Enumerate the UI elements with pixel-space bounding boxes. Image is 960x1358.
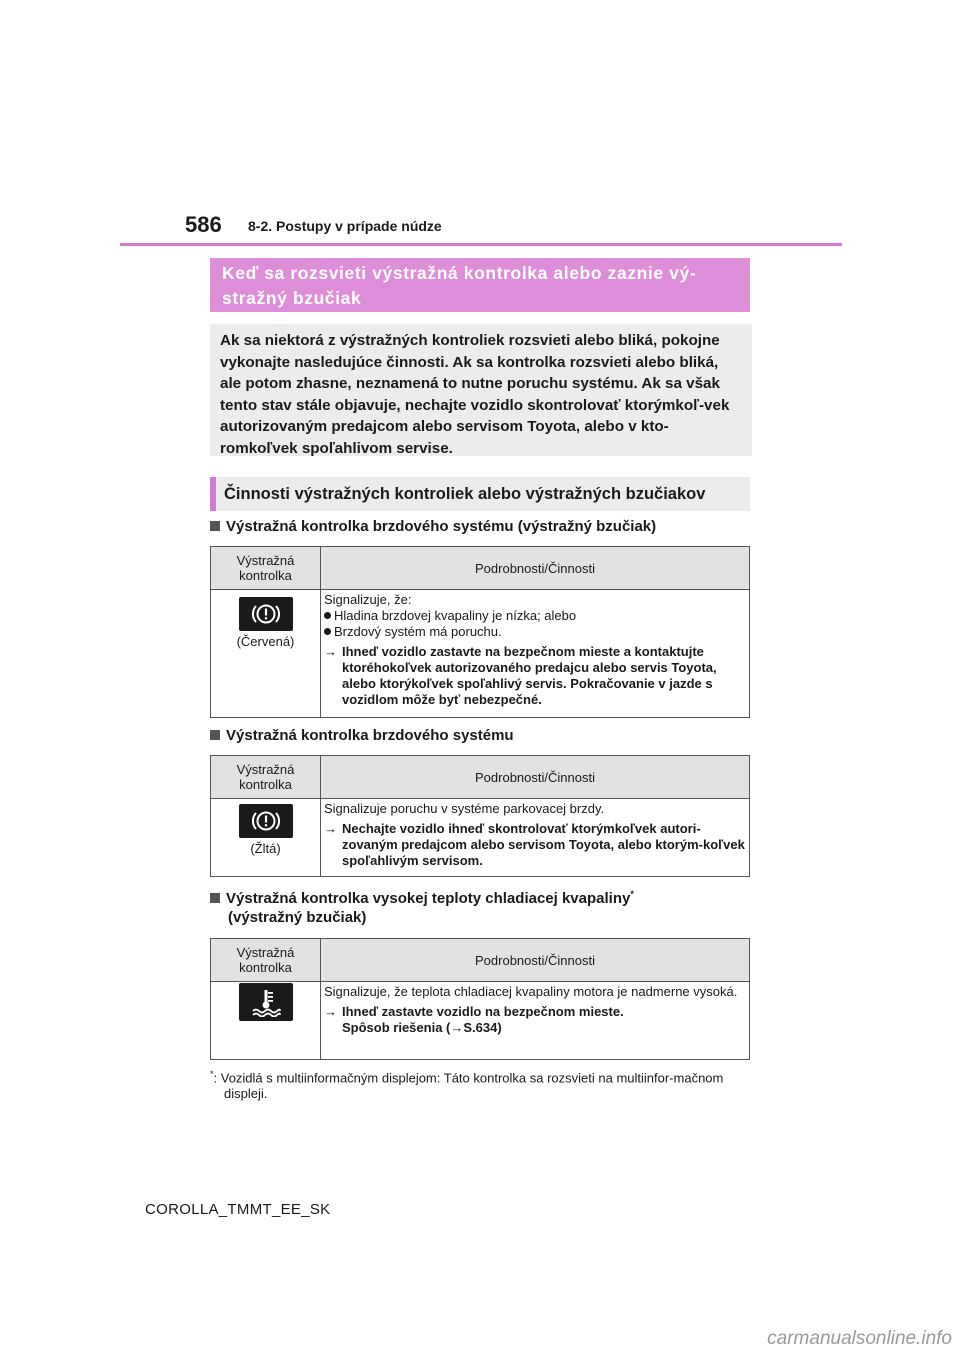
table-header-details: Podrobnosti/Činnosti (321, 756, 750, 799)
arrow-icon: → (324, 1004, 337, 1019)
header-divider (120, 243, 842, 246)
indicator-color-label: (Žltá) (250, 841, 281, 856)
arrow-icon: → (324, 644, 337, 659)
sub-heading: Činnosti výstražných kontroliek alebo výstražných bzučiakov (210, 477, 750, 511)
table-header-indicator: Výstražná kontrolka (211, 939, 321, 982)
indicator-color-label: (Červená) (236, 634, 295, 649)
watermark: carmanualsonline.info (767, 1328, 952, 1349)
detail-bullet: Brzdový systém má poruchu. (324, 624, 745, 640)
warning-table-brake-red (210, 546, 750, 718)
section-heading-brake-red: Výstražná kontrolka brzdového systému (výstražný bzučiak) (210, 514, 656, 540)
brake-warning-icon (239, 597, 293, 631)
section-reference: 8-2. Postupy v prípade núdze (248, 218, 442, 234)
section-heading-brake-yellow: Výstražná kontrolka brzdového systému (210, 723, 514, 749)
square-bullet-icon (210, 893, 220, 903)
table-header-details: Podrobnosti/Činnosti (321, 939, 750, 982)
chapter-title: Keď sa rozsvieti výstražná kontrolka alebo zaznie vý-stražný bzučiak (210, 258, 750, 312)
coolant-temperature-icon (239, 983, 293, 1021)
detail-intro: Signalizuje, že: (324, 592, 412, 607)
arrow-icon: → (324, 821, 337, 836)
table-header-indicator: Výstražná kontrolka (211, 756, 321, 799)
section-heading-coolant: Výstražná kontrolka vysokej teploty chladiacej kvapaliny* (210, 881, 634, 912)
warning-table-coolant (210, 938, 750, 1060)
detail-intro: Signalizuje, že teplota chladiacej kvapaliny motora je nadmerne vysoká. (324, 984, 738, 999)
square-bullet-icon (210, 730, 220, 740)
detail-action: → Ihneď zastavte vozidlo na bezpečnom mieste. Spôsob riešenia (→S.634) (324, 1004, 624, 1035)
detail-action: → Nechajte vozidlo ihneď skontrolovať ktorýmkoľvek autori-zovaným predajcom alebo servisom Toyota, alebo ktorým-koľvek spoľahlivým servisom. (324, 821, 745, 868)
detail-intro: Signalizuje poruchu v systéme parkovacej brzdy. (324, 801, 605, 816)
footnote: *: Vozidlá s multiinformačným displejom: Táto kontrolka sa rozsvieti na multiinfor-mačnom displeji. (210, 1069, 724, 1102)
table-header-indicator: Výstražná kontrolka (211, 547, 321, 590)
warning-table-brake-yellow (210, 755, 750, 877)
bullet-dot-icon (324, 612, 331, 619)
section-heading-coolant-line2: (výstražný bzučiak) (228, 909, 367, 926)
square-bullet-icon (210, 521, 220, 531)
intro-box: Ak sa niektorá z výstražných kontroliek rozsvieti alebo bliká, pokojne vykonajte nasledujúce činnosti. Ak sa kontrolka rozsvieti alebo bliká, ale potom zhasne, neznamená to nutne poruchu systému. Ak sa však tento stav stále objavuje, nechajte vozidlo skontrolovať ktorýmkoľ-vek autorizovaným predajcom alebo servisom Toyota, alebo v kto-romkoľvek spoľahlivom servise. (210, 324, 752, 456)
arrow-icon: → (450, 1020, 464, 1035)
bullet-dot-icon (324, 628, 331, 635)
table-header-details: Podrobnosti/Činnosti (321, 547, 750, 590)
page-number: 586 (185, 212, 222, 237)
detail-action: → Ihneď vozidlo zastavte na bezpečnom mieste a kontaktujte ktoréhokoľvek autorizovaného predajcu alebo servis Toyota, alebo ktorýkoľvek spoľahlivý servis. Pokračovanie v jazde s vozidlom môže byť nebezpečné. (324, 644, 717, 707)
brake-warning-icon (239, 804, 293, 838)
model-code: COROLLA_TMMT_EE_SK (145, 1201, 331, 1218)
detail-bullet: Hladina brzdovej kvapaliny je nízka; alebo (324, 608, 745, 624)
